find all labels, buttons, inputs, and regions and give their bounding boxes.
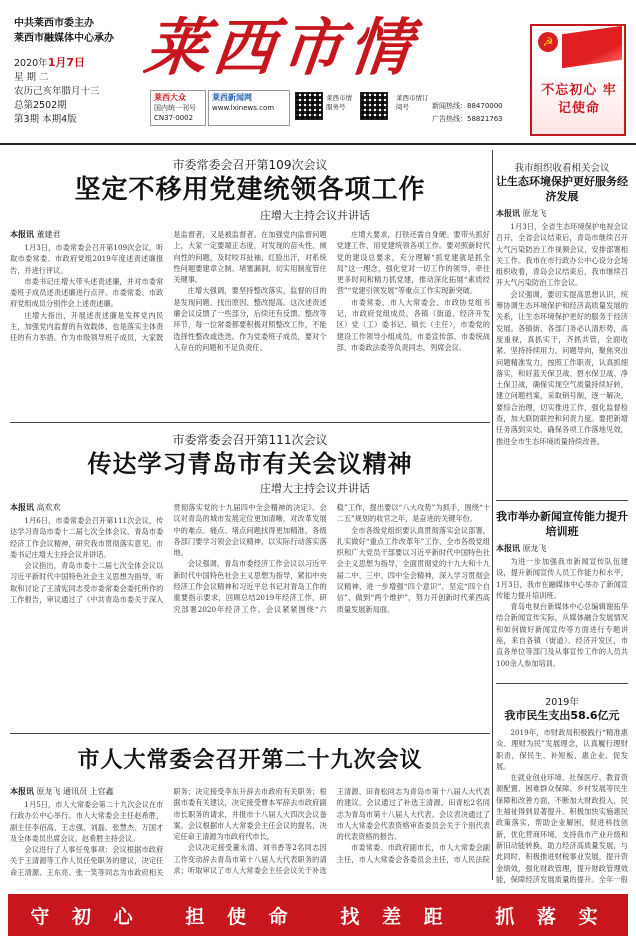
- side-2-byline: 本报讯 原龙飞: [496, 544, 547, 553]
- logo-laixi-dazhong: 莱西大众 国内统一刊号 CN37·0002: [150, 90, 206, 126]
- article-2[interactable]: [10, 423, 490, 733]
- paragraph: 1月3日，市委常委会召开第109次会议，听取市委常委、市政府党组2019年度述责述廉报告，并进行评议。: [10, 243, 164, 275]
- article-2-headline[interactable]: 传达学习青岛市有关会议精神: [87, 450, 413, 478]
- side-article-2[interactable]: [496, 501, 628, 683]
- footer-slogan-4: 抓 落 实: [495, 905, 606, 928]
- main-column: [10, 150, 490, 884]
- news-hotline: 新闻热线：88470000: [432, 102, 503, 110]
- masthead-rule: [0, 143, 636, 145]
- article-3-byline: 本报讯 原龙飞 通讯员 上官鑫: [10, 787, 114, 796]
- paragraph: 市委常委、市政府副市长，市人大常委会副主任，市人大常委会各委员会主任，市人民法院: [336, 843, 490, 864]
- red-flag-icon: [562, 26, 622, 68]
- paragraph: 在就业创业环境、社保医疗、教育资源配置、困难群众保障、乡村发展等民生保障和改善方面，不断加大财政投入，民生福祉得到显著提升。积极加快实施惠民政策落实，帮助企业解困，促进科技创新，优化营商环境，支持我市产业升级和新旧动能转换，助力经济高质量发展，与此同时，积极推进财税事业发展，提升资金绩效，强化财政管理，提升财政管理效能，保障经济发展质量的提升。全年一般: [496, 773, 628, 884]
- article-1-headline[interactable]: 坚定不移用党建统领各项工作: [74, 175, 426, 205]
- side-article-3[interactable]: [496, 684, 628, 884]
- paragraph: 会议强调，青岛市委经济工作会议以习近平新时代中国特色社会主义思想为指导，紧扣中央经济工作会议精神和习近平总书记对青岛工作的重要指示要求，回顾总结2019年经济工作，研究部署2020年经济工作。会议紧紧围绕“六稳”工作，提出要以“八大攻势”为抓手，围绕“十二五”规划的收官之年，是奋进的关键年份。: [173, 503, 490, 614]
- paragraph: 1月3日，全省生态环境保护电视会议召开，全省会议结束后，青岛市继续召开大气污染防治工作视频会议，安排部署相关工作。我市在市行政办公中心设分会场组织收看，青岛会议结束后，我市继续召开大气污染防治工作会议。: [496, 222, 628, 288]
- side-3-headline[interactable]: 我市民生支出58.6亿元: [504, 709, 620, 722]
- paragraph: 会议进行了人事任免事项：会议根据市政府关于王清源等工作人员任免职务的建议，决定任命王清源、王东亮、张一笑等同志为市政府相关职务；决定接受李东升辞去市政府有关职务；根据市委有关建议，决定接受曹本军辞去市政府副市长职务的请求，并报市十八届人大四次会议备案。会议根据市人大常委会主任会议的提名，决定任命王清源为市政府代市长。: [10, 787, 327, 877]
- section-divider: [10, 733, 490, 734]
- paragraph: 会议指出，青岛市委十二届七次全体会议以习近平新时代中国特色社会主义思想为指导，听取和讨论了王清宪同志受市委常委会委托所作的工作报告，审议通过了《中共青岛市委关于深入贯彻落实党的十九届四中全会精神的决定》。会议对青岛的城市发展定位更加清晰，对改革发展中的难点、痛点、堵点问题找得更加精准，各级各部门要学习领会会议精神，以实际行动落实落地。: [10, 503, 327, 605]
- org-line-1: 中共莱西市委主办: [14, 18, 94, 29]
- issue-total: 总第2502期: [14, 100, 67, 111]
- article-2-subhead: 庄增大主持会议并讲话: [260, 482, 370, 495]
- article-3[interactable]: [10, 734, 490, 884]
- newspaper-title: 莱西市情: [141, 11, 421, 84]
- paragraph: 市委常委，市人大常委会、市政协党组书记，市政府党组成员，各镇（街道、经济开发区）党（工）委书记、镇长（主任），市委党的建设工作领导小组成员，市委宣传部、市委统战部、市委政法委等负责同志，列席会议。: [336, 297, 490, 352]
- article-1-kicker: 市委常委会召开第109次会议: [172, 158, 328, 172]
- footer-banner: [0, 886, 636, 945]
- article-2-kicker: 市委常委会召开第111次会议: [172, 433, 328, 447]
- paragraph: 2019年，市财政局积极践行“精准惠众、理财为民”发展理念，认真履行理财职责，保民生、补短板、惠企业、促发展。: [496, 728, 628, 771]
- footer-slogan-1: 守 初 心: [30, 905, 141, 928]
- article-3-body: [10, 786, 490, 882]
- side-3-kicker: 2019年: [545, 697, 579, 708]
- contact-info: [432, 100, 503, 126]
- paragraph: 庄增大要求，打铁还需自身硬。要带头抓好党建工作，用党建统领各项工作。要对照新时代党的建设总要求，充分理解“抓党建就是抓全局”这一理念，强化党对一切工作的领导，牵住更多时间和精力抓党建，推动深化拓展“素质经营”“党建引领发展”等重点工作实现新突破。: [336, 230, 490, 296]
- paragraph: 会议强调，要切实提高思想认识，统筹协调生态环境保护和经济高质量发展的关系，让生态环境保护更好的服务于经济发展。各镇街、各部门务必认清形势，高度重视，真抓实干，齐抓共管，全面收紧、坚持持续用力，问题导向，聚焦突出问题精准发力，按照工作职责，认真抓细落实，和好蓝天保卫战、碧水保卫战、净土保卫战，确保实现空气质量持续好转，建立问题档案，采取销号制，逐一解决。要综合治理，切实推进工作，强化监督检查，加大联防联控和问责力度。要把新增任务落到实处，确保各项工作落地见效，推进全市生态环境质量持续改善。: [496, 289, 628, 446]
- paragraph: 1月6日，市委常委会召开第111次会议，传达学习青岛市委十二届七次全体会议、青岛市委经济工作会议精神，研究我市贯彻落实意见。市委书记庄增大主持会议并讲话。: [10, 516, 164, 559]
- footer-slogan-bar: [8, 894, 628, 936]
- section-divider: [496, 500, 628, 501]
- article-1-byline: 本报讯 董建君: [10, 230, 61, 239]
- article-1-subhead: 庄增大主持会议并讲话: [260, 209, 370, 222]
- section-divider: [496, 683, 628, 684]
- footer-slogan-3: 找 差 距: [340, 905, 451, 928]
- article-1[interactable]: [10, 150, 490, 422]
- paragraph: 市委书记庄增大带头述责述廉，并对市委常委班子成员述责述廉进行点评。市委常委、市政府党组成员分别作会上述责述廉。: [10, 276, 164, 309]
- weekday: 星 期 二: [14, 72, 49, 83]
- paragraph: 庄增大强调，要坚持整改落实，监督的目的是发现问题、找出原因、整改提高。这次述责述廉会议反馈了一些部分，后续还有反馈、整改等环节，每一位常委都要积极对照整改工作，不能选择性整改或迭迭。作为党委班子成员，要对个人存在的问题和不足负责任。: [173, 286, 327, 352]
- paragraph: 庄增大指出，开展述责述廉是发挥党内民主，加强党内监督的有效载体，也是落实主体责任的有力举措。作为市级领导班子成员，大家既是监督者，又是被监督者。在加强党内监督问题上，大家一定要端正态度，对发现的苗头性、倾向性的问题，及时咬耳扯袖、红脸出汗，对系统性问题要建章立制、堵塞漏洞，切实用制度管住关键事。: [10, 230, 327, 343]
- banner-slogan: 不忘初心 牢记使命: [541, 83, 617, 116]
- party-emblem-icon: ☭: [538, 32, 558, 52]
- paragraph: 全市各级党组织要认真贯彻落实会议部署，扎实做好“重点工作改革年”工作，全市各级党组织和广大党员干部要以习近平新时代中国特色社会主义思想为指导，全面贯彻党的十九大和十九届二中、三中、四中全会精神，深入学习贯彻会议精神，进一步增强“四个意识”、坚定“四个自信”、做到“两个维护”，努力开创新时代莱西高质量发展新局面。: [336, 525, 490, 614]
- paragraph: 为进一步加强我市新闻宣传队伍建设，提升新闻宣传人员工作能力和水平，1月3日，我市在融媒体中心举办了新闻宣传能力提升培训班。: [496, 557, 628, 600]
- side-1-headline[interactable]: 让生态环境保护更好服务经济发展: [496, 175, 628, 203]
- paragraph: 1月5日，市人大常委会第二十九次会议在市行政办公中心举行。市人大常委会主任赵希胜，副主任李佰高、王志强、刘磊、张慧杰、万国才及全体委员出席会议。赵希胜主持会议。: [10, 800, 164, 843]
- article-3-headline[interactable]: 市人大常委会召开第二十九次会议: [77, 748, 423, 773]
- paragraph: 青岛电视台新媒体中心总编辑谢拓华结合新闻宣传实际，从媒体融合发展情况和如何做好新闻宣传等方面进行专题讲座，来自各镇（街道）、经济开发区，市直各单位等部门及从事宣传工作的人员共100余人参加培训。: [496, 602, 628, 668]
- issue-date: [14, 56, 124, 127]
- section-divider: [10, 422, 490, 423]
- date-month-day: 1月7日: [47, 56, 85, 69]
- qr-code-icon: [295, 92, 323, 120]
- lunar-date: 农历己亥年腊月十三: [14, 86, 100, 97]
- side-1-kicker: 我市组织收看相关会议: [514, 163, 610, 174]
- qr2-label: 莱西市情订阅号: [396, 94, 429, 111]
- article-2-body: [10, 502, 490, 722]
- date-year: 2020年: [14, 58, 48, 69]
- slogan-banner: [530, 24, 626, 136]
- article-2-byline: 本报讯 高欢欢: [10, 503, 61, 512]
- qr1-label: 莱西市情服务号: [326, 94, 352, 111]
- footer-slogan-2: 担 使 命: [185, 905, 296, 928]
- org-line-2: 莱西市融媒体中心承办: [14, 33, 114, 44]
- side-article-1[interactable]: [496, 150, 628, 500]
- issue-volume: 第3期 本期4版: [14, 114, 77, 125]
- article-1-body: [10, 229, 490, 419]
- logo-laixi-news: 莱西新闻网 www.lxinews.com: [208, 90, 290, 126]
- qr-code-icon: [360, 92, 388, 120]
- masthead: [0, 0, 636, 145]
- paragraph: 会议决定接受董永清、刘书香等2名同志因工作变动辞去青岛市第十八届人大代表职务的请求；听取审议了市人大常委会主任会议关于补选王清源、田青松同志为青岛市第十八届人大代表的建议。会议通过了补选王清源、田青松2名同志为青岛市第十八届人大代表。会议表决通过了市人大常委会代表资格审查委员会关于个别代表的代表资格的报告。: [173, 787, 490, 876]
- side-column: [496, 150, 628, 884]
- ad-hotline: 广告热线：58821763: [432, 115, 503, 123]
- side-2-headline[interactable]: 我市举办新闻宣传能力提升培训班: [496, 510, 628, 538]
- side-1-byline: 本报讯 原龙飞: [496, 209, 547, 218]
- masthead-info: [14, 16, 124, 127]
- column-divider: [492, 150, 493, 880]
